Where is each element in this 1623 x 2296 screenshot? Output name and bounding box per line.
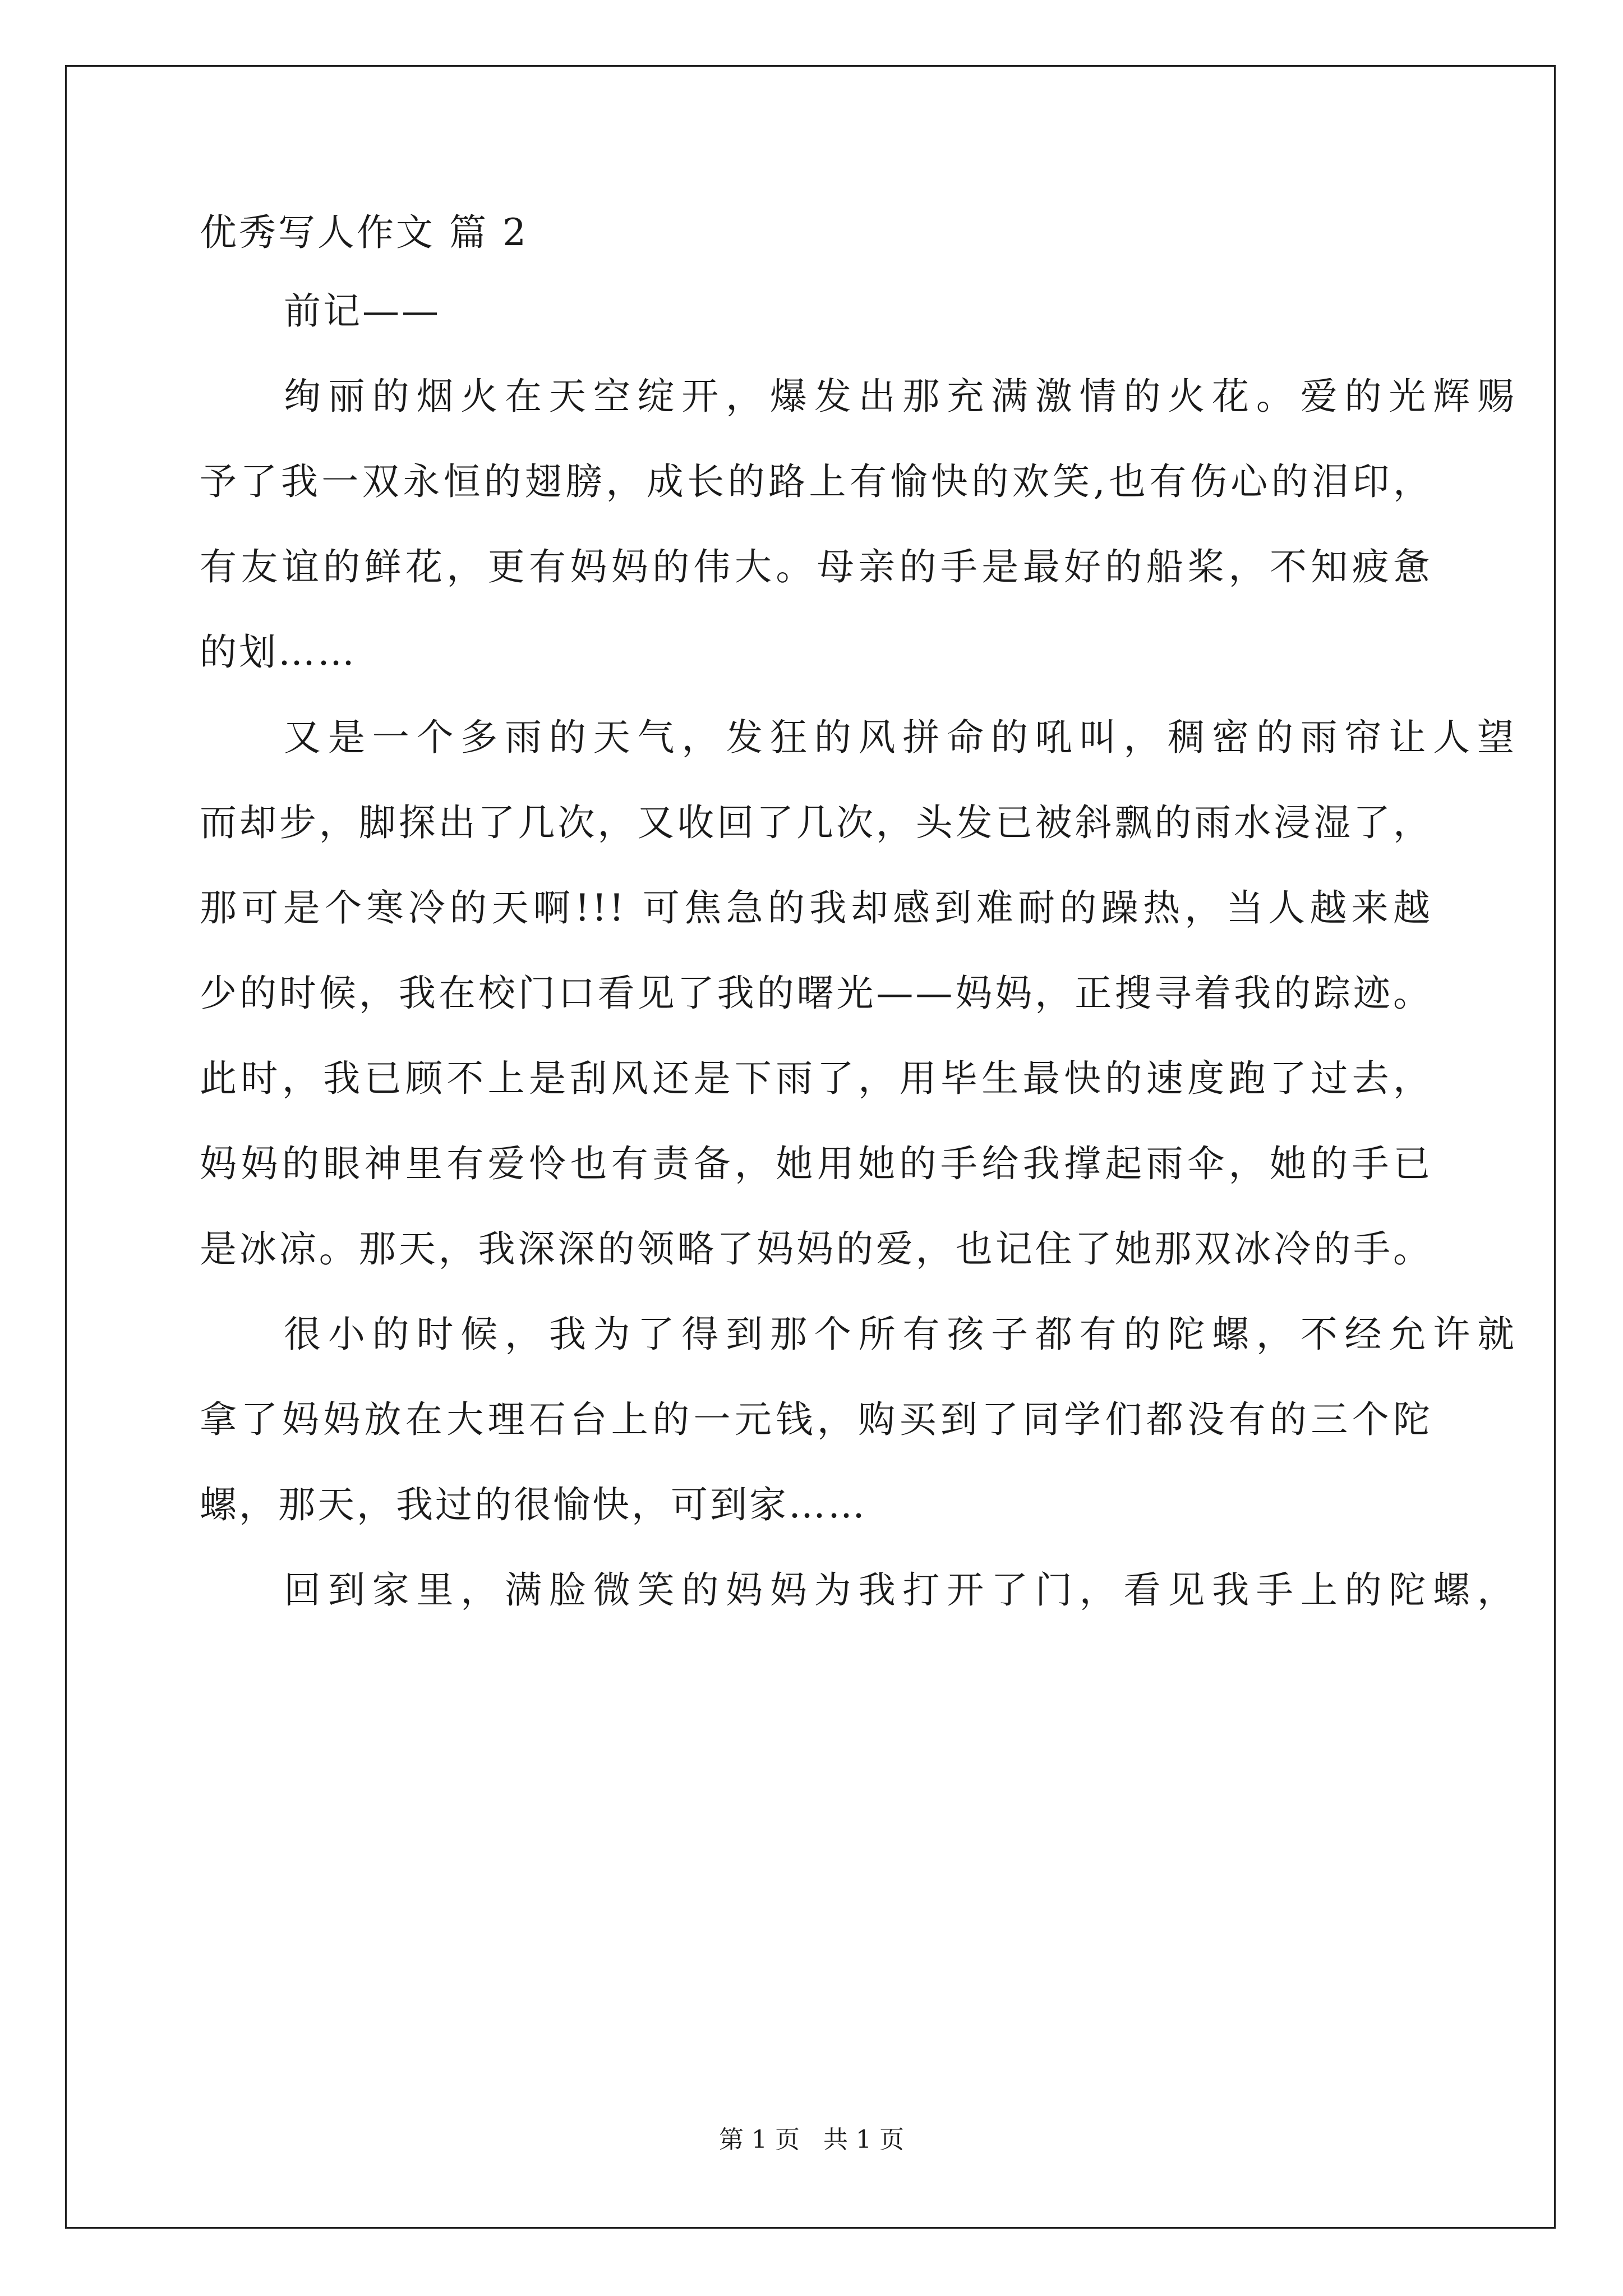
document-title: 优秀写人作文 篇 2 [200, 211, 528, 254]
text-line: 又是一个多雨的天气，发狂的风拼命的吼叫，稠密的雨帘让人望 [284, 716, 1516, 759]
text-line: 是冰凉。那天，我深深的领略了妈妈的爱，也记住了她那双冰冷的手。 [200, 1227, 1432, 1271]
text-line: 绚丽的烟火在天空绽开，爆发出那充满激情的火花。爱的光辉赐 [284, 375, 1516, 418]
text-line: 螺，那天，我过的很愉快，可到家…… [200, 1483, 867, 1526]
text-line: 而却步，脚探出了几次，又收回了几次，头发已被斜飘的雨水浸湿了， [200, 801, 1432, 844]
text-line: 少的时候，我在校门口看见了我的曙光——妈妈，正搜寻着我的踪迹。 [200, 972, 1432, 1015]
text-line: 予了我一双永恒的翅膀，成长的路上有愉快的欢笑,也有伤心的泪印， [200, 460, 1432, 503]
text-line: 拿了妈妈放在大理石台上的一元钱，购买到了同学们都没有的三个陀 [200, 1398, 1432, 1441]
text-line: 那可是个寒冷的天啊!!! 可焦急的我却感到难耐的躁热，当人越来越 [200, 886, 1432, 930]
text-line: 的划…… [200, 631, 357, 674]
text-line: 此时，我已顾不上是刮风还是下雨了，用毕生最快的速度跑了过去， [200, 1057, 1432, 1100]
text-line: 很小的时候，我为了得到那个所有孩子都有的陀螺，不经允许就 [284, 1313, 1516, 1356]
text-line: 妈妈的眼神里有爱怜也有责备，她用她的手给我撑起雨伞，她的手已 [200, 1142, 1432, 1185]
document-body [200, 211, 1516, 1656]
text-line: 回到家里，满脸微笑的妈妈为我打开了门，看见我手上的陀螺， [284, 1568, 1516, 1612]
page-footer: 第 1 页 共 1 页 [719, 2125, 904, 2154]
text-line: 有友谊的鲜花，更有妈妈的伟大。母亲的手是最好的船桨，不知疲惫 [200, 545, 1432, 588]
text-line: 前记—— [284, 289, 441, 333]
